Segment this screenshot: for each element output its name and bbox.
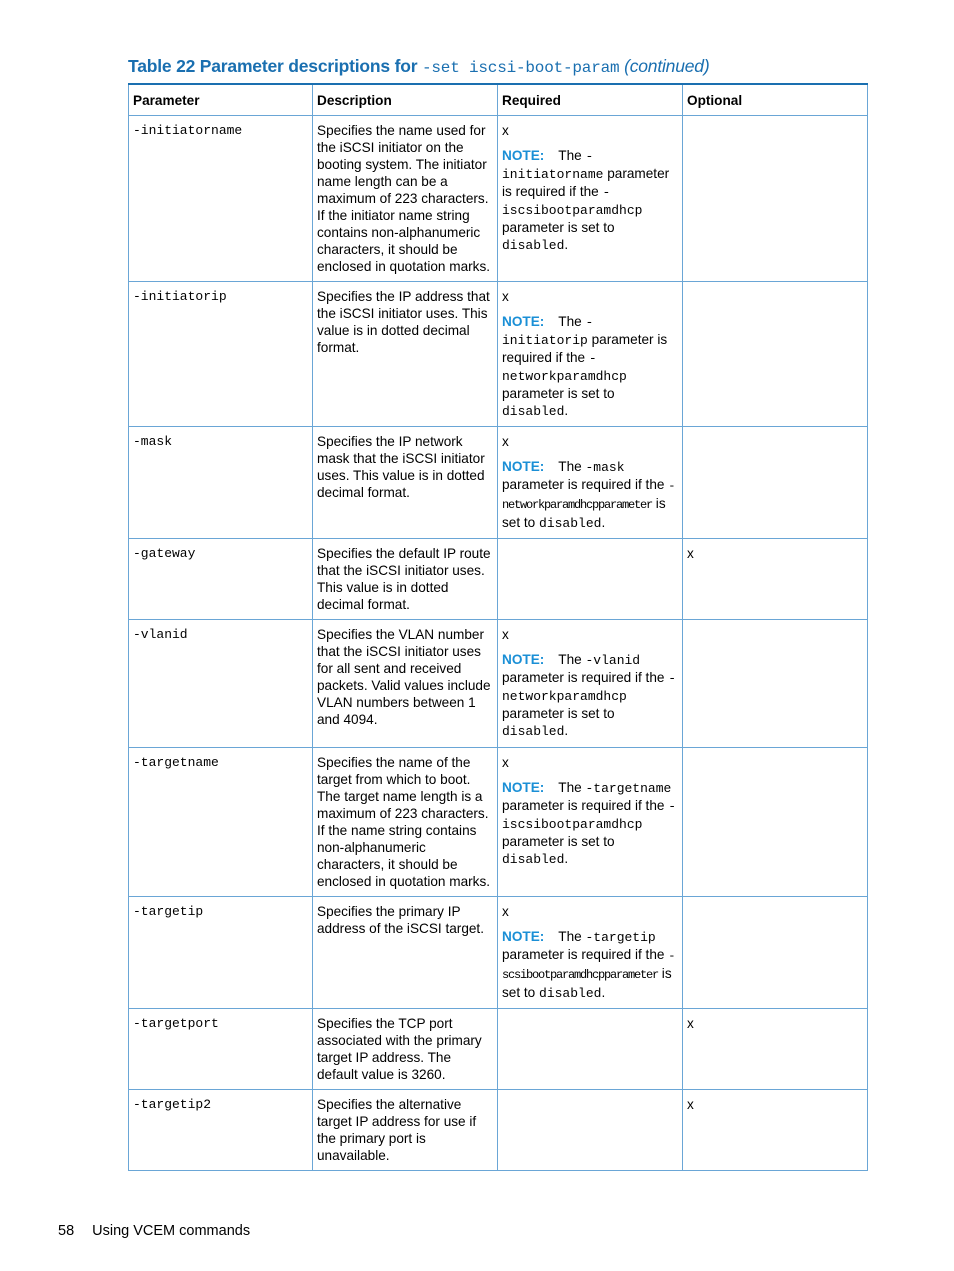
note-text: parameter is set to bbox=[502, 386, 615, 401]
optional-cell: x bbox=[683, 539, 868, 620]
required-cell bbox=[498, 282, 683, 427]
optional-cell bbox=[683, 427, 868, 539]
note-label: NOTE: bbox=[502, 459, 545, 474]
table-caption bbox=[128, 56, 709, 77]
required-cell bbox=[498, 1090, 683, 1171]
table-row bbox=[129, 539, 868, 620]
note-text: parameter is required if the bbox=[502, 166, 670, 199]
note-code: -iscsibootparamdhcp bbox=[502, 799, 677, 832]
table-row bbox=[129, 116, 868, 282]
table-row bbox=[129, 620, 868, 748]
table-row bbox=[129, 1009, 868, 1090]
description-cell: Specifies the primary IP address of the iSCSI target. bbox=[313, 897, 498, 1009]
note-code: -networkparamdhcpparameter bbox=[502, 479, 675, 512]
parameter-cell: -initiatorname bbox=[129, 116, 313, 282]
note-code: disabled bbox=[502, 404, 565, 419]
required-cell bbox=[498, 748, 683, 897]
description-cell: Specifies the VLAN number that the iSCSI initiator uses for all sent and received packets. Valid values include VLAN numbers between 1 and 4094. bbox=[313, 620, 498, 748]
required-cell bbox=[498, 1009, 683, 1090]
caption-prefix: Table 22 Parameter descriptions for bbox=[128, 56, 422, 76]
header-parameter: Parameter bbox=[129, 84, 313, 116]
note-text: The bbox=[558, 929, 586, 944]
optional-cell bbox=[683, 116, 868, 282]
parameter-cell: -targetip2 bbox=[129, 1090, 313, 1171]
parameter-cell: -mask bbox=[129, 427, 313, 539]
note-text: parameter is required if the bbox=[502, 947, 669, 962]
note-text: . bbox=[601, 515, 606, 530]
note-text: parameter is required if the bbox=[502, 670, 669, 685]
caption-command: -set iscsi-boot-param bbox=[421, 59, 620, 77]
parameter-cell: -gateway bbox=[129, 539, 313, 620]
optional-cell: x bbox=[683, 1009, 868, 1090]
note-text: The bbox=[558, 148, 586, 163]
note-text: . bbox=[564, 403, 569, 418]
required-mark: x bbox=[502, 904, 509, 919]
note-code: -initiatorname bbox=[502, 149, 604, 182]
page-number: 58 bbox=[58, 1223, 75, 1239]
note-code: -networkparamdhcp bbox=[502, 671, 677, 704]
note-code: disabled bbox=[539, 986, 602, 1001]
note bbox=[502, 313, 678, 420]
table-row bbox=[129, 897, 868, 1009]
footer-title: Using VCEM commands bbox=[92, 1223, 251, 1239]
note-code: -networkparamdhcp bbox=[502, 351, 627, 384]
description-cell: Specifies the IP network mask that the iSCSI initiator uses. This value is in dotted decimal format. bbox=[313, 427, 498, 539]
note-code: -targetname bbox=[585, 781, 672, 796]
note-code: -targetip bbox=[585, 930, 656, 945]
note-code: disabled bbox=[502, 852, 565, 867]
note-code: -initiatorip bbox=[502, 315, 594, 348]
note-text: is set to bbox=[502, 496, 666, 530]
note-text: . bbox=[564, 723, 569, 738]
note-text: parameter is required if the bbox=[502, 798, 669, 813]
note-label: NOTE: bbox=[502, 314, 545, 329]
required-cell bbox=[498, 620, 683, 748]
note-label: NOTE: bbox=[502, 148, 545, 163]
note-text: . bbox=[564, 237, 569, 252]
note-text: The bbox=[558, 314, 586, 329]
header-optional: Optional bbox=[683, 84, 868, 116]
description-cell: Specifies the default IP route that the iSCSI initiator uses. This value is in dotted decimal format. bbox=[313, 539, 498, 620]
note-code: -mask bbox=[585, 460, 625, 475]
note bbox=[502, 779, 678, 868]
required-mark: x bbox=[502, 434, 509, 449]
note-code: -vlanid bbox=[585, 653, 641, 668]
optional-cell bbox=[683, 282, 868, 427]
required-cell bbox=[498, 539, 683, 620]
parameter-cell: -initiatorip bbox=[129, 282, 313, 427]
optional-cell bbox=[683, 620, 868, 748]
table-row bbox=[129, 1090, 868, 1171]
caption-suffix: (continued) bbox=[624, 56, 710, 76]
note-text: parameter is set to bbox=[502, 834, 615, 849]
note-code: disabled bbox=[539, 516, 602, 531]
note-text: parameter is set to bbox=[502, 706, 615, 721]
description-cell: Specifies the name of the target from which to boot. The target name length is a maximum of 223 characters. If the name string contains non-alphanumeric characters, it should be enclosed in quotation marks. bbox=[313, 748, 498, 897]
table-row bbox=[129, 748, 868, 897]
note-code: -iscsibootparamdhcp bbox=[502, 185, 643, 218]
note-text: parameter is required if the bbox=[502, 477, 669, 492]
note-code: -scsibootparamdhcpparameter bbox=[502, 949, 675, 982]
note-text: . bbox=[564, 851, 569, 866]
parameter-cell: -vlanid bbox=[129, 620, 313, 748]
note-text: The bbox=[558, 459, 586, 474]
parameter-cell: -targetname bbox=[129, 748, 313, 897]
parameter-cell: -targetport bbox=[129, 1009, 313, 1090]
optional-cell bbox=[683, 897, 868, 1009]
description-cell: Specifies the TCP port associated with the primary target IP address. The default value is 3260. bbox=[313, 1009, 498, 1090]
page-footer bbox=[58, 1223, 250, 1239]
optional-cell: x bbox=[683, 1090, 868, 1171]
description-cell: Specifies the name used for the iSCSI initiator on the booting system. The initiator name length can be a maximum of 223 characters. If the initiator name string contains non-alphanumeric characters, it should be enclosed in quotation marks. bbox=[313, 116, 498, 282]
note bbox=[502, 147, 678, 254]
note-text: The bbox=[558, 652, 586, 667]
note-text: parameter is set to bbox=[502, 220, 615, 235]
note bbox=[502, 651, 678, 740]
note-text: is set to bbox=[502, 966, 672, 1000]
note-label: NOTE: bbox=[502, 929, 545, 944]
required-cell bbox=[498, 116, 683, 282]
description-cell: Specifies the alternative target IP address for use if the primary port is unavailable. bbox=[313, 1090, 498, 1171]
required-cell bbox=[498, 427, 683, 539]
optional-cell bbox=[683, 748, 868, 897]
note bbox=[502, 928, 678, 1002]
header-description: Description bbox=[313, 84, 498, 116]
header-required: Required bbox=[498, 84, 683, 116]
required-cell bbox=[498, 897, 683, 1009]
description-cell: Specifies the IP address that the iSCSI initiator uses. This value is in dotted decimal format. bbox=[313, 282, 498, 427]
note-code: disabled bbox=[502, 238, 565, 253]
note-text: . bbox=[601, 985, 606, 1000]
table-header-row bbox=[129, 84, 868, 116]
note-text: The bbox=[558, 780, 586, 795]
note-code: disabled bbox=[502, 724, 565, 739]
note-label: NOTE: bbox=[502, 780, 545, 795]
required-mark: x bbox=[502, 289, 509, 304]
required-mark: x bbox=[502, 627, 509, 642]
required-mark: x bbox=[502, 123, 509, 138]
table-row bbox=[129, 282, 868, 427]
note bbox=[502, 458, 678, 532]
parameter-table bbox=[128, 83, 868, 1171]
note-label: NOTE: bbox=[502, 652, 545, 667]
table-row bbox=[129, 427, 868, 539]
note-text: parameter is required if the bbox=[502, 332, 668, 365]
parameter-cell: -targetip bbox=[129, 897, 313, 1009]
required-mark: x bbox=[502, 755, 509, 770]
